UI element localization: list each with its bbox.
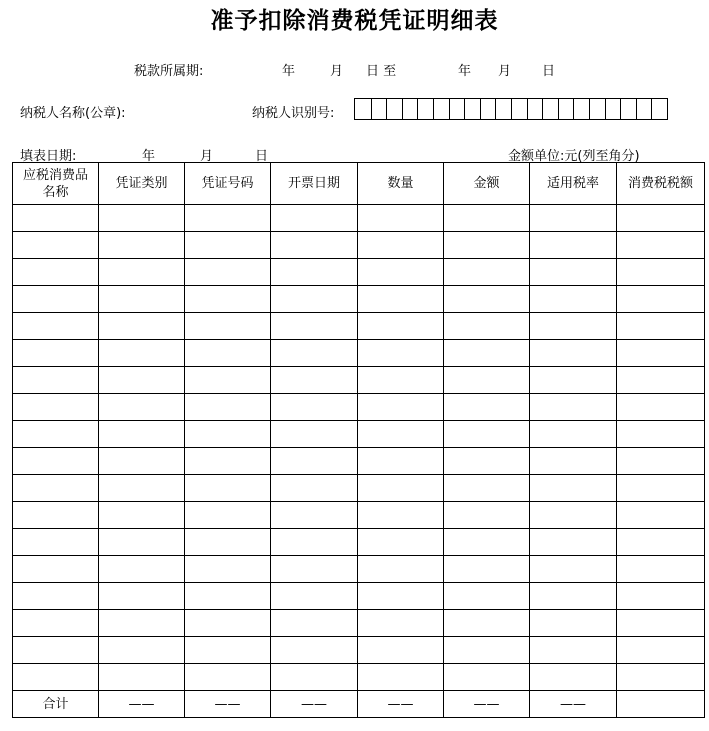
table-cell[interactable] — [13, 313, 99, 340]
table-cell[interactable] — [185, 394, 271, 421]
table-cell[interactable] — [444, 367, 530, 394]
table-cell[interactable] — [444, 610, 530, 637]
table-cell[interactable] — [530, 448, 617, 475]
id-digit-box[interactable] — [651, 99, 667, 119]
total-dash: —— — [358, 691, 444, 718]
tax-period-label: 税款所属期: — [134, 64, 204, 79]
table-cell[interactable] — [530, 502, 617, 529]
table-cell[interactable] — [13, 205, 99, 232]
table-cell[interactable] — [444, 448, 530, 475]
fill-day-label: 日 — [255, 149, 269, 164]
table-cell[interactable] — [444, 421, 530, 448]
id-digit-box[interactable] — [605, 99, 621, 119]
table-cell[interactable] — [617, 664, 705, 691]
total-dash: —— — [99, 691, 185, 718]
table-cell[interactable] — [185, 475, 271, 502]
id-digit-box[interactable] — [495, 99, 511, 119]
table-cell[interactable] — [185, 286, 271, 313]
table-cell[interactable] — [99, 286, 185, 313]
table-cell[interactable] — [444, 394, 530, 421]
taxpayer-name-label: 纳税人名称(公章): — [20, 106, 126, 121]
table-row — [13, 259, 705, 286]
period-month-label: 月 — [330, 64, 344, 79]
table-cell[interactable] — [358, 313, 444, 340]
table-cell[interactable] — [99, 664, 185, 691]
id-digit-box[interactable] — [449, 99, 465, 119]
table-cell[interactable] — [530, 367, 617, 394]
table-cell[interactable] — [444, 286, 530, 313]
table-cell[interactable] — [617, 367, 705, 394]
header-tax-rate: 适用税率 — [530, 163, 617, 205]
table-cell[interactable] — [271, 502, 358, 529]
form-title: 准予扣除消费税凭证明细表 — [210, 8, 499, 34]
table-cell[interactable] — [99, 502, 185, 529]
table-cell[interactable] — [271, 475, 358, 502]
total-dash: —— — [530, 691, 617, 718]
table-cell[interactable] — [99, 205, 185, 232]
table-row — [13, 475, 705, 502]
id-digit-box[interactable] — [636, 99, 652, 119]
table-row — [13, 664, 705, 691]
table-row — [13, 529, 705, 556]
fill-month-label: 月 — [200, 149, 214, 164]
id-digit-box[interactable] — [402, 99, 418, 119]
table-cell[interactable] — [13, 448, 99, 475]
table-cell[interactable] — [617, 556, 705, 583]
table-cell[interactable] — [358, 664, 444, 691]
table-cell[interactable] — [530, 610, 617, 637]
table-cell[interactable] — [358, 556, 444, 583]
table-row — [13, 205, 705, 232]
period-day2-label: 日 — [542, 64, 556, 79]
table-row — [13, 610, 705, 637]
period-day-to-label: 日 至 — [366, 64, 397, 79]
table-cell[interactable] — [271, 637, 358, 664]
id-digit-box[interactable] — [558, 99, 574, 119]
table-cell[interactable] — [185, 610, 271, 637]
table-cell[interactable] — [185, 340, 271, 367]
table-cell[interactable] — [530, 313, 617, 340]
table-cell[interactable] — [271, 313, 358, 340]
table-cell[interactable] — [13, 421, 99, 448]
table-cell[interactable] — [530, 394, 617, 421]
table-cell[interactable] — [444, 583, 530, 610]
table-cell[interactable] — [13, 286, 99, 313]
table-cell[interactable] — [358, 286, 444, 313]
table-cell[interactable] — [530, 340, 617, 367]
table-cell[interactable] — [358, 232, 444, 259]
table-cell[interactable] — [13, 610, 99, 637]
table-cell[interactable] — [185, 664, 271, 691]
id-digit-box[interactable] — [542, 99, 558, 119]
table-cell[interactable] — [358, 583, 444, 610]
table-cell[interactable] — [617, 502, 705, 529]
table-cell[interactable] — [185, 502, 271, 529]
table-cell[interactable] — [185, 529, 271, 556]
header-voucher-number: 凭证号码 — [185, 163, 271, 205]
table-cell[interactable] — [617, 421, 705, 448]
table-cell[interactable] — [99, 529, 185, 556]
table-cell[interactable] — [444, 313, 530, 340]
id-digit-box[interactable] — [417, 99, 433, 119]
id-digit-box[interactable] — [464, 99, 480, 119]
id-digit-box[interactable] — [355, 99, 371, 119]
header-product-name: 应税消费品名称 — [13, 163, 99, 205]
table-cell[interactable] — [271, 448, 358, 475]
table-cell[interactable] — [185, 421, 271, 448]
table-cell[interactable] — [99, 340, 185, 367]
table-cell[interactable] — [530, 421, 617, 448]
total-dash: —— — [185, 691, 271, 718]
table-cell[interactable] — [358, 421, 444, 448]
table-cell[interactable] — [617, 529, 705, 556]
table-cell[interactable] — [13, 340, 99, 367]
id-digit-box[interactable] — [620, 99, 636, 119]
table-cell[interactable] — [530, 259, 617, 286]
id-digit-box[interactable] — [371, 99, 387, 119]
table-cell[interactable] — [185, 583, 271, 610]
amount-unit-label: 金额单位:元(列至角分) — [508, 149, 640, 164]
table-cell[interactable] — [617, 475, 705, 502]
header-invoice-date: 开票日期 — [271, 163, 358, 205]
table-cell[interactable] — [444, 259, 530, 286]
table-cell[interactable] — [358, 205, 444, 232]
table-row — [13, 421, 705, 448]
table-cell[interactable] — [99, 259, 185, 286]
table-cell[interactable] — [13, 394, 99, 421]
table-cell[interactable] — [13, 583, 99, 610]
id-digit-box[interactable] — [573, 99, 589, 119]
table-cell[interactable] — [444, 502, 530, 529]
total-label: 合计 — [13, 691, 99, 718]
table-cell[interactable] — [99, 421, 185, 448]
table-cell[interactable] — [185, 367, 271, 394]
table-cell[interactable] — [617, 610, 705, 637]
table-cell[interactable] — [617, 286, 705, 313]
table-cell[interactable] — [185, 637, 271, 664]
table-cell[interactable] — [444, 232, 530, 259]
table-cell[interactable] — [358, 394, 444, 421]
table-cell[interactable] — [13, 529, 99, 556]
table-row — [13, 448, 705, 475]
table-cell[interactable] — [13, 367, 99, 394]
total-dash: —— — [444, 691, 530, 718]
header-amount: 金额 — [444, 163, 530, 205]
table-cell[interactable] — [99, 232, 185, 259]
table-cell[interactable] — [99, 448, 185, 475]
id-digit-box[interactable] — [511, 99, 527, 119]
table-cell[interactable] — [13, 664, 99, 691]
id-digit-box[interactable] — [527, 99, 543, 119]
table-cell[interactable] — [617, 340, 705, 367]
table-cell[interactable] — [444, 475, 530, 502]
table-row — [13, 637, 705, 664]
table-cell[interactable] — [99, 475, 185, 502]
table-cell[interactable] — [99, 394, 185, 421]
table-cell[interactable] — [444, 637, 530, 664]
table-cell[interactable] — [358, 637, 444, 664]
taxpayer-id-boxes[interactable] — [354, 98, 668, 120]
table-cell[interactable] — [271, 610, 358, 637]
id-digit-box[interactable] — [433, 99, 449, 119]
table-cell[interactable] — [617, 259, 705, 286]
table-cell[interactable] — [617, 205, 705, 232]
table-cell[interactable] — [358, 610, 444, 637]
table-cell[interactable] — [99, 583, 185, 610]
voucher-detail-table — [12, 162, 705, 718]
table-row — [13, 583, 705, 610]
table-cell[interactable] — [271, 583, 358, 610]
table-cell[interactable] — [185, 313, 271, 340]
table-cell[interactable] — [358, 475, 444, 502]
total-tax-amount-cell[interactable] — [617, 691, 705, 718]
period-month2-label: 月 — [498, 64, 512, 79]
table-cell[interactable] — [444, 529, 530, 556]
total-dash: —— — [271, 691, 358, 718]
table-cell[interactable] — [530, 637, 617, 664]
header-voucher-type: 凭证类别 — [99, 163, 185, 205]
table-row — [13, 313, 705, 340]
table-cell[interactable] — [185, 205, 271, 232]
table-cell[interactable] — [99, 610, 185, 637]
table-cell[interactable] — [530, 232, 617, 259]
fill-date-label: 填表日期: — [20, 149, 77, 164]
table-cell[interactable] — [99, 637, 185, 664]
table-row — [13, 340, 705, 367]
table-cell[interactable] — [358, 502, 444, 529]
table-cell[interactable] — [444, 664, 530, 691]
table-cell[interactable] — [358, 529, 444, 556]
table-cell[interactable] — [617, 583, 705, 610]
table-cell[interactable] — [271, 529, 358, 556]
table-cell[interactable] — [13, 475, 99, 502]
table-cell[interactable] — [530, 475, 617, 502]
id-digit-box[interactable] — [589, 99, 605, 119]
table-cell[interactable] — [99, 367, 185, 394]
table-cell[interactable] — [444, 205, 530, 232]
fill-year-label: 年 — [142, 149, 156, 164]
table-cell[interactable] — [530, 286, 617, 313]
table-cell[interactable] — [358, 340, 444, 367]
table-cell[interactable] — [271, 340, 358, 367]
table-cell[interactable] — [13, 232, 99, 259]
table-row — [13, 367, 705, 394]
table-cell[interactable] — [271, 286, 358, 313]
table-cell[interactable] — [530, 583, 617, 610]
table-cell[interactable] — [271, 664, 358, 691]
table-cell[interactable] — [271, 394, 358, 421]
id-digit-box[interactable] — [480, 99, 496, 119]
table-cell[interactable] — [185, 232, 271, 259]
table-cell[interactable] — [13, 637, 99, 664]
table-row — [13, 556, 705, 583]
table-cell[interactable] — [271, 421, 358, 448]
table-cell[interactable] — [617, 394, 705, 421]
table-row — [13, 502, 705, 529]
table-cell[interactable] — [185, 556, 271, 583]
table-row — [13, 232, 705, 259]
table-cell[interactable] — [530, 664, 617, 691]
period-year-label: 年 — [282, 64, 296, 79]
table-cell[interactable] — [358, 259, 444, 286]
table-cell[interactable] — [358, 448, 444, 475]
table-cell[interactable] — [444, 556, 530, 583]
table-row — [13, 394, 705, 421]
total-row — [13, 691, 705, 718]
table-cell[interactable] — [13, 259, 99, 286]
table-cell[interactable] — [444, 340, 530, 367]
header-tax-amount: 消费税税额 — [617, 163, 705, 205]
table-cell[interactable] — [530, 556, 617, 583]
table-cell[interactable] — [530, 205, 617, 232]
taxpayer-id-label: 纳税人识别号: — [252, 106, 335, 121]
table-cell[interactable] — [617, 448, 705, 475]
table-cell[interactable] — [617, 232, 705, 259]
period-year2-label: 年 — [458, 64, 472, 79]
table-cell[interactable] — [185, 448, 271, 475]
table-cell[interactable] — [271, 232, 358, 259]
table-cell[interactable] — [271, 556, 358, 583]
table-cell[interactable] — [271, 259, 358, 286]
table-cell[interactable] — [185, 259, 271, 286]
table-cell[interactable] — [617, 313, 705, 340]
table-cell[interactable] — [271, 205, 358, 232]
table-cell[interactable] — [99, 556, 185, 583]
table-cell[interactable] — [99, 313, 185, 340]
table-cell[interactable] — [13, 502, 99, 529]
table-cell[interactable] — [13, 556, 99, 583]
table-row — [13, 286, 705, 313]
id-digit-box[interactable] — [386, 99, 402, 119]
table-cell[interactable] — [271, 367, 358, 394]
table-cell[interactable] — [358, 367, 444, 394]
header-quantity: 数量 — [358, 163, 444, 205]
table-cell[interactable] — [530, 529, 617, 556]
table-cell[interactable] — [617, 637, 705, 664]
